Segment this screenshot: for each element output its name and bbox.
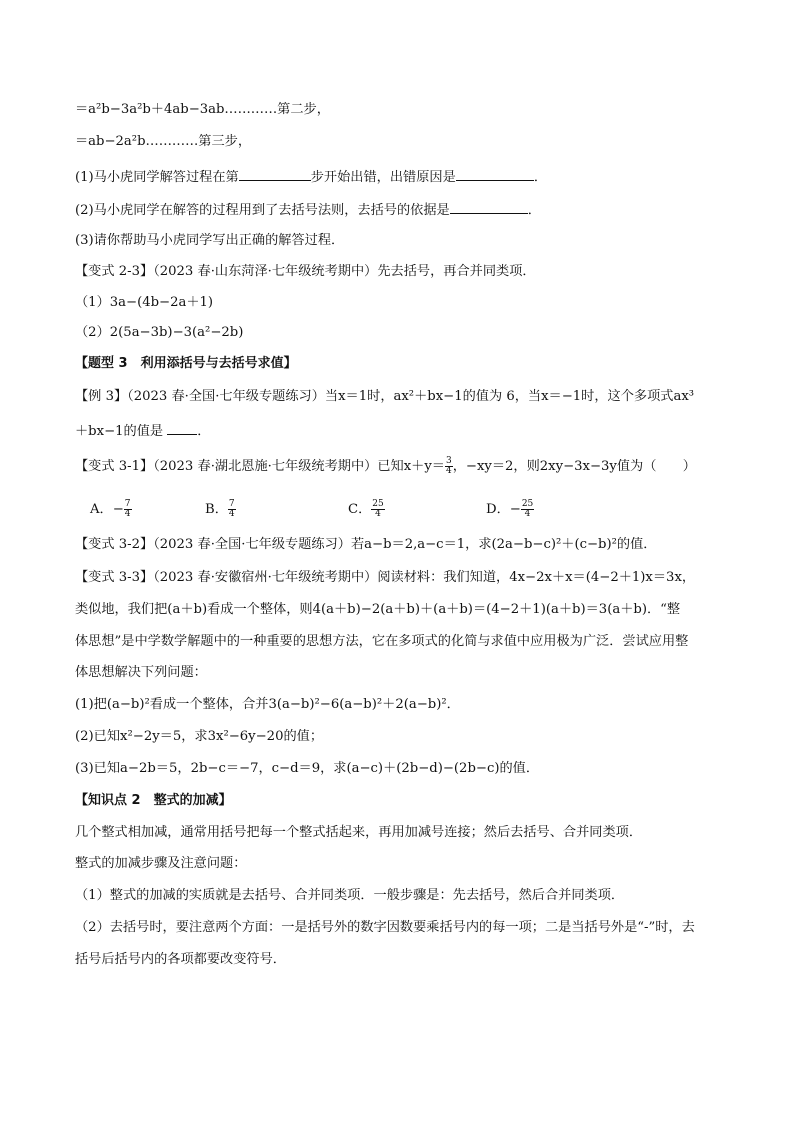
knowledge-point-2-heading: 【知识点 2 整式的加减】 xyxy=(75,793,232,808)
answer-blank-step[interactable] xyxy=(239,167,311,181)
choice-c-numerator: 25 xyxy=(372,499,384,509)
variant-3-1 xyxy=(75,457,696,476)
choice-b-denominator: 4 xyxy=(228,509,235,519)
choice-c-denominator: 4 xyxy=(375,509,381,519)
question-1-end: ． xyxy=(533,170,547,185)
question-2-text: (2)马小虎同学在解答的过程用到了去括号法则，去括号的依据是 xyxy=(75,203,450,218)
answer-blank-value[interactable] xyxy=(167,421,197,435)
choice-c[interactable] xyxy=(348,500,385,519)
choice-c-fraction xyxy=(371,500,384,519)
knowledge-point-2-text-2: 整式的加减步骤及注意问题： xyxy=(75,856,247,871)
variant-3-3-line-4: 体思想解决下列问题： xyxy=(75,665,207,680)
choice-a-denominator: 4 xyxy=(124,509,131,519)
choice-b-fraction xyxy=(228,500,236,519)
topic-3-heading: 【题型 3 利用添括号与去括号求值】 xyxy=(75,356,297,371)
choice-a-numerator: 7 xyxy=(124,499,131,509)
choice-a-fraction xyxy=(124,500,132,519)
variant-3-3-question-2: (2)已知x²−2y＝5，求3x²−6y−20的值； xyxy=(75,729,324,744)
question-1-text-a: (1)马小虎同学解答过程在第 xyxy=(75,170,239,185)
question-3: (3)请你帮助马小虎同学写出正确的解答过程． xyxy=(75,233,345,248)
answer-blank-basis[interactable] xyxy=(450,200,528,214)
choice-d-label: D．− xyxy=(486,502,521,517)
variant-2-3-part-2: （2）2(5a−3b)−3(a²−2b) xyxy=(75,325,244,340)
variant-3-3-question-1: (1)把(a−b)²看成一个整体，合并3(a−b)²−6(a−b)²＋2(a−b)²． xyxy=(75,697,460,712)
choice-b-numerator: 7 xyxy=(228,499,235,509)
fraction-denominator: 4 xyxy=(445,466,452,476)
variant-3-3-question-3: (3)已知a−2b＝5，2b−c＝−7，c−d＝9，求(a−c)＋(2b−d)−(2b−c)的值． xyxy=(75,761,540,776)
variant-3-1-text-a: 【变式 3-1】（2023 春·湖北恩施·七年级统考期中）已知x＋y＝ xyxy=(75,459,445,474)
variant-2-3-part-1: （1）3a−(4b−2a＋1) xyxy=(75,295,214,310)
example-3-line-1: 【例 3】（2023 春·全国·七年级专题练习）当x＝1时，ax²＋bx−1的值为 6，当x＝−1时，这个多项式ax³ xyxy=(75,389,695,404)
choice-b-label: B． xyxy=(205,502,228,517)
knowledge-point-2-text-4: （2）去括号时，要注意两个方面：一是括号外的数字因数要乘括号内的每一项；二是当括号外是“-”时，去 xyxy=(75,920,695,935)
fraction-numerator: 3 xyxy=(445,456,452,466)
choice-a-label: A．− xyxy=(90,502,124,517)
knowledge-point-2-text-3: （1）整式的加减的实质就是去括号、合并同类项．一般步骤是：先去括号，然后合并同类项． xyxy=(75,888,625,903)
variant-2-3: 【变式 2-3】（2023 春·山东菏泽·七年级统考期中）先去括号，再合并同类项． xyxy=(75,264,536,279)
choice-d[interactable] xyxy=(486,500,534,519)
variant-3-3-line-1: 【变式 3-3】（2023 春·安徽宿州·七年级统考期中）阅读材料：我们知道，4x−2x＋x＝(4−2＋1)x＝3x， xyxy=(75,570,696,585)
choice-c-label: C． xyxy=(348,502,372,517)
fraction-three-quarters xyxy=(445,457,453,476)
choice-b[interactable] xyxy=(205,500,236,519)
example-3-line-2 xyxy=(75,421,210,441)
choice-a[interactable] xyxy=(90,500,132,519)
variant-3-3-line-3: 体思想”是中学数学解题中的一种重要的思想方法，它在多项式的化简与求值中应用极为广泛．尝试应用整 xyxy=(75,634,689,649)
knowledge-point-2-text-1: 几个整式相加减，通常用括号把每一个整式括起来，再用加减号连接；然后去括号、合并同类项． xyxy=(75,825,643,840)
question-1 xyxy=(75,167,547,187)
question-2 xyxy=(75,200,541,220)
solution-step-2: ＝a²b−3a²b＋4ab−3ab…………第二步， xyxy=(75,102,330,117)
knowledge-point-2-text-5: 括号后括号内的各项都要改变符号． xyxy=(75,952,286,967)
choice-d-fraction xyxy=(521,500,534,519)
example-3-end: ． xyxy=(197,424,211,439)
variant-3-1-text-b: ，−xy＝2，则2xy−3x−3y值为（ ） xyxy=(452,459,696,474)
choice-d-numerator: 25 xyxy=(521,499,534,509)
variant-3-2: 【变式 3-2】（2023 春·全国·七年级专题练习）若a−b＝2,a−c＝1，求(2a−b−c)²＋(c−b)²的值． xyxy=(75,537,657,552)
answer-blank-reason[interactable] xyxy=(456,167,534,181)
example-3-text: ＋bx−1的值是 xyxy=(75,424,164,439)
choice-d-denominator: 4 xyxy=(524,509,531,519)
question-2-end: ． xyxy=(527,203,541,218)
variant-3-3-line-2: 类似地，我们把(a＋b)看成一个整体，则4(a＋b)−2(a＋b)＋(a＋b)＝(4−2＋1)(a＋b)＝3(a＋b)．“整 xyxy=(75,602,681,617)
question-1-text-b: 步开始出错，出错原因是 xyxy=(310,170,456,185)
solution-step-3: ＝ab−2a²b…………第三步， xyxy=(75,134,252,149)
